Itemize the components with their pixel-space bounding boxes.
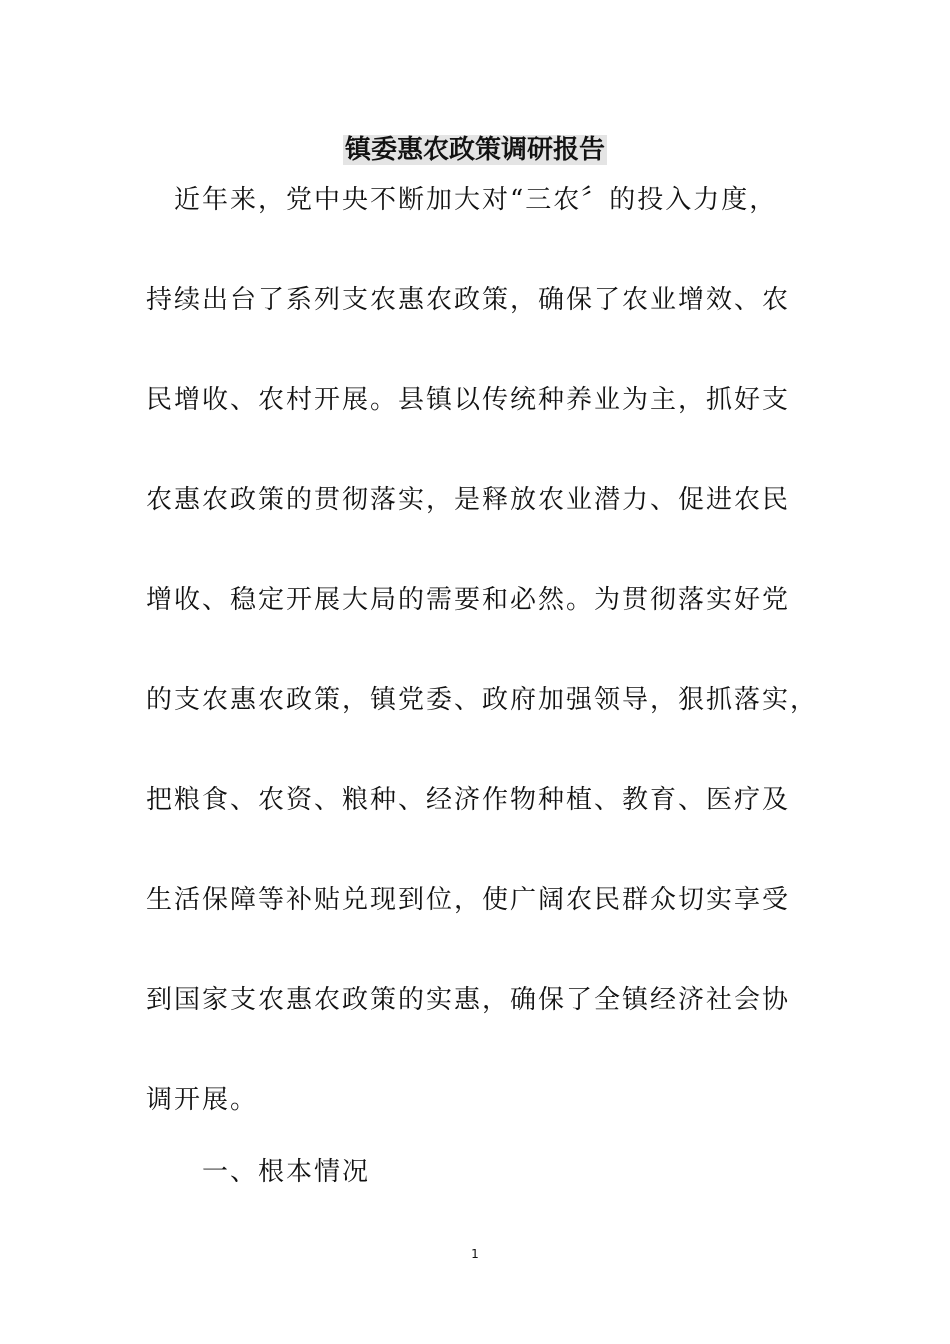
paragraph-line: 生活保障等补贴兑现到位，使广阔农民群众切实享受 — [146, 885, 791, 915]
paragraph-line: 的支农惠农政策，镇党委、政府加强领导，狠抓落实， — [146, 685, 819, 715]
paragraph-line: 近年来，党中央不断加大对“三农〞的投入力度， — [174, 185, 778, 215]
page-number: 1 — [471, 1247, 479, 1261]
paragraph-line: 农惠农政策的贯彻落实，是释放农业潜力、促进农民 — [146, 485, 791, 515]
body-paragraph — [146, 176, 826, 1176]
section-heading: 一、根本情况 — [202, 1157, 371, 1187]
document-title — [0, 132, 950, 168]
paragraph-line: 把粮食、农资、粮种、经济作物种植、教育、医疗及 — [146, 785, 791, 815]
paragraph-line: 增收、稳定开展大局的需要和必然。为贯彻落实好党 — [146, 585, 791, 615]
paragraph-line: 民增收、农村开展。县镇以传统种养业为主，抓好支 — [146, 385, 791, 415]
paragraph-line: 调开展。 — [146, 1085, 259, 1115]
paragraph-line: 持续出台了系列支农惠农政策，确保了农业增效、农 — [146, 285, 791, 315]
paragraph-line: 到国家支农惠农政策的实惠，确保了全镇经济社会协 — [146, 985, 791, 1015]
document-title-text: 镇委惠农政策调研报告 — [344, 135, 605, 165]
